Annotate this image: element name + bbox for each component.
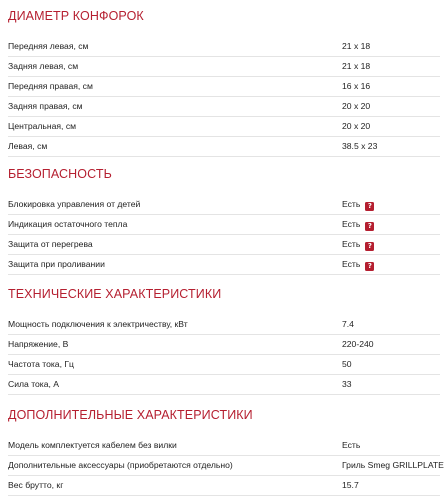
spec-label: Защита при проливании bbox=[8, 259, 105, 269]
spec-value: 220-240 bbox=[342, 339, 374, 349]
spec-label: Передняя левая, см bbox=[8, 41, 89, 51]
spec-row bbox=[8, 355, 440, 375]
spec-value: 20 x 20 bbox=[342, 101, 371, 111]
section-title: ДОПОЛНИТЕЛЬНЫЕ ХАРАКТЕРИСТИКИ bbox=[8, 408, 253, 422]
section-title: ТЕХНИЧЕСКИЕ ХАРАКТЕРИСТИКИ bbox=[8, 287, 222, 301]
spec-row bbox=[8, 335, 440, 355]
section-safety bbox=[8, 166, 440, 275]
spec-label: Индикация остаточного тепла bbox=[8, 219, 128, 229]
spec-row bbox=[8, 77, 440, 97]
help-icon[interactable]: ? bbox=[365, 202, 374, 211]
spec-label: Мощность подключения к электричеству, кВт bbox=[8, 319, 188, 329]
spec-row bbox=[8, 195, 440, 215]
section-technical bbox=[8, 286, 440, 395]
spec-value-cell bbox=[342, 219, 374, 231]
spec-row bbox=[8, 117, 440, 137]
spec-value: 33 bbox=[342, 379, 352, 389]
spec-label: Левая, см bbox=[8, 141, 48, 151]
spec-value: Есть bbox=[342, 199, 361, 209]
spec-value: 20 x 20 bbox=[342, 121, 371, 131]
spec-row bbox=[8, 137, 440, 157]
spec-label: Напряжение, В bbox=[8, 339, 69, 349]
spec-value-cell bbox=[342, 239, 374, 251]
help-icon[interactable]: ? bbox=[365, 262, 374, 271]
spec-value: 21 x 18 bbox=[342, 61, 371, 71]
help-icon[interactable]: ? bbox=[365, 222, 374, 231]
spec-row bbox=[8, 57, 440, 77]
spec-value: 16 x 16 bbox=[342, 81, 371, 91]
section-additional bbox=[8, 407, 444, 496]
spec-label: Задняя левая, см bbox=[8, 61, 79, 71]
spec-row bbox=[8, 37, 440, 57]
spec-row bbox=[8, 476, 440, 496]
spec-value: 50 bbox=[342, 359, 352, 369]
spec-value: 21 x 18 bbox=[342, 41, 371, 51]
spec-label: Центральная, см bbox=[8, 121, 77, 131]
spec-row bbox=[8, 456, 444, 476]
section-title: БЕЗОПАСНОСТЬ bbox=[8, 167, 112, 181]
spec-value: Есть bbox=[342, 219, 361, 229]
spec-value-cell bbox=[342, 199, 374, 211]
spec-label: Блокировка управления от детей bbox=[8, 199, 141, 209]
section-title: ДИАМЕТР КОНФОРОК bbox=[8, 9, 144, 23]
spec-label: Модель комплектуется кабелем без вилки bbox=[8, 440, 177, 450]
section-burner-diameter bbox=[8, 8, 440, 157]
spec-row bbox=[8, 215, 440, 235]
spec-label: Вес брутто, кг bbox=[8, 480, 64, 490]
spec-value: Гриль Smeg GRILLPLATE bbox=[342, 460, 444, 470]
spec-value: Есть bbox=[342, 259, 361, 269]
spec-value: 15.7 bbox=[342, 480, 359, 490]
spec-label: Частота тока, Гц bbox=[8, 359, 74, 369]
spec-row bbox=[8, 255, 440, 275]
spec-row bbox=[8, 375, 440, 395]
spec-label: Дополнительные аксессуары (приобретаются отдельно) bbox=[8, 460, 233, 470]
spec-label: Задняя правая, см bbox=[8, 101, 83, 111]
spec-label: Защита от перегрева bbox=[8, 239, 93, 249]
spec-value: 38.5 x 23 bbox=[342, 141, 378, 151]
spec-value: 7.4 bbox=[342, 319, 354, 329]
spec-label: Сила тока, А bbox=[8, 379, 60, 389]
spec-value-cell bbox=[342, 259, 374, 271]
help-icon[interactable]: ? bbox=[365, 242, 374, 251]
spec-row bbox=[8, 97, 440, 117]
spec-row bbox=[8, 235, 440, 255]
spec-row bbox=[8, 315, 440, 335]
spec-row bbox=[8, 436, 440, 456]
spec-label: Передняя правая, см bbox=[8, 81, 93, 91]
spec-value: Есть bbox=[342, 440, 361, 450]
spec-value: Есть bbox=[342, 239, 361, 249]
